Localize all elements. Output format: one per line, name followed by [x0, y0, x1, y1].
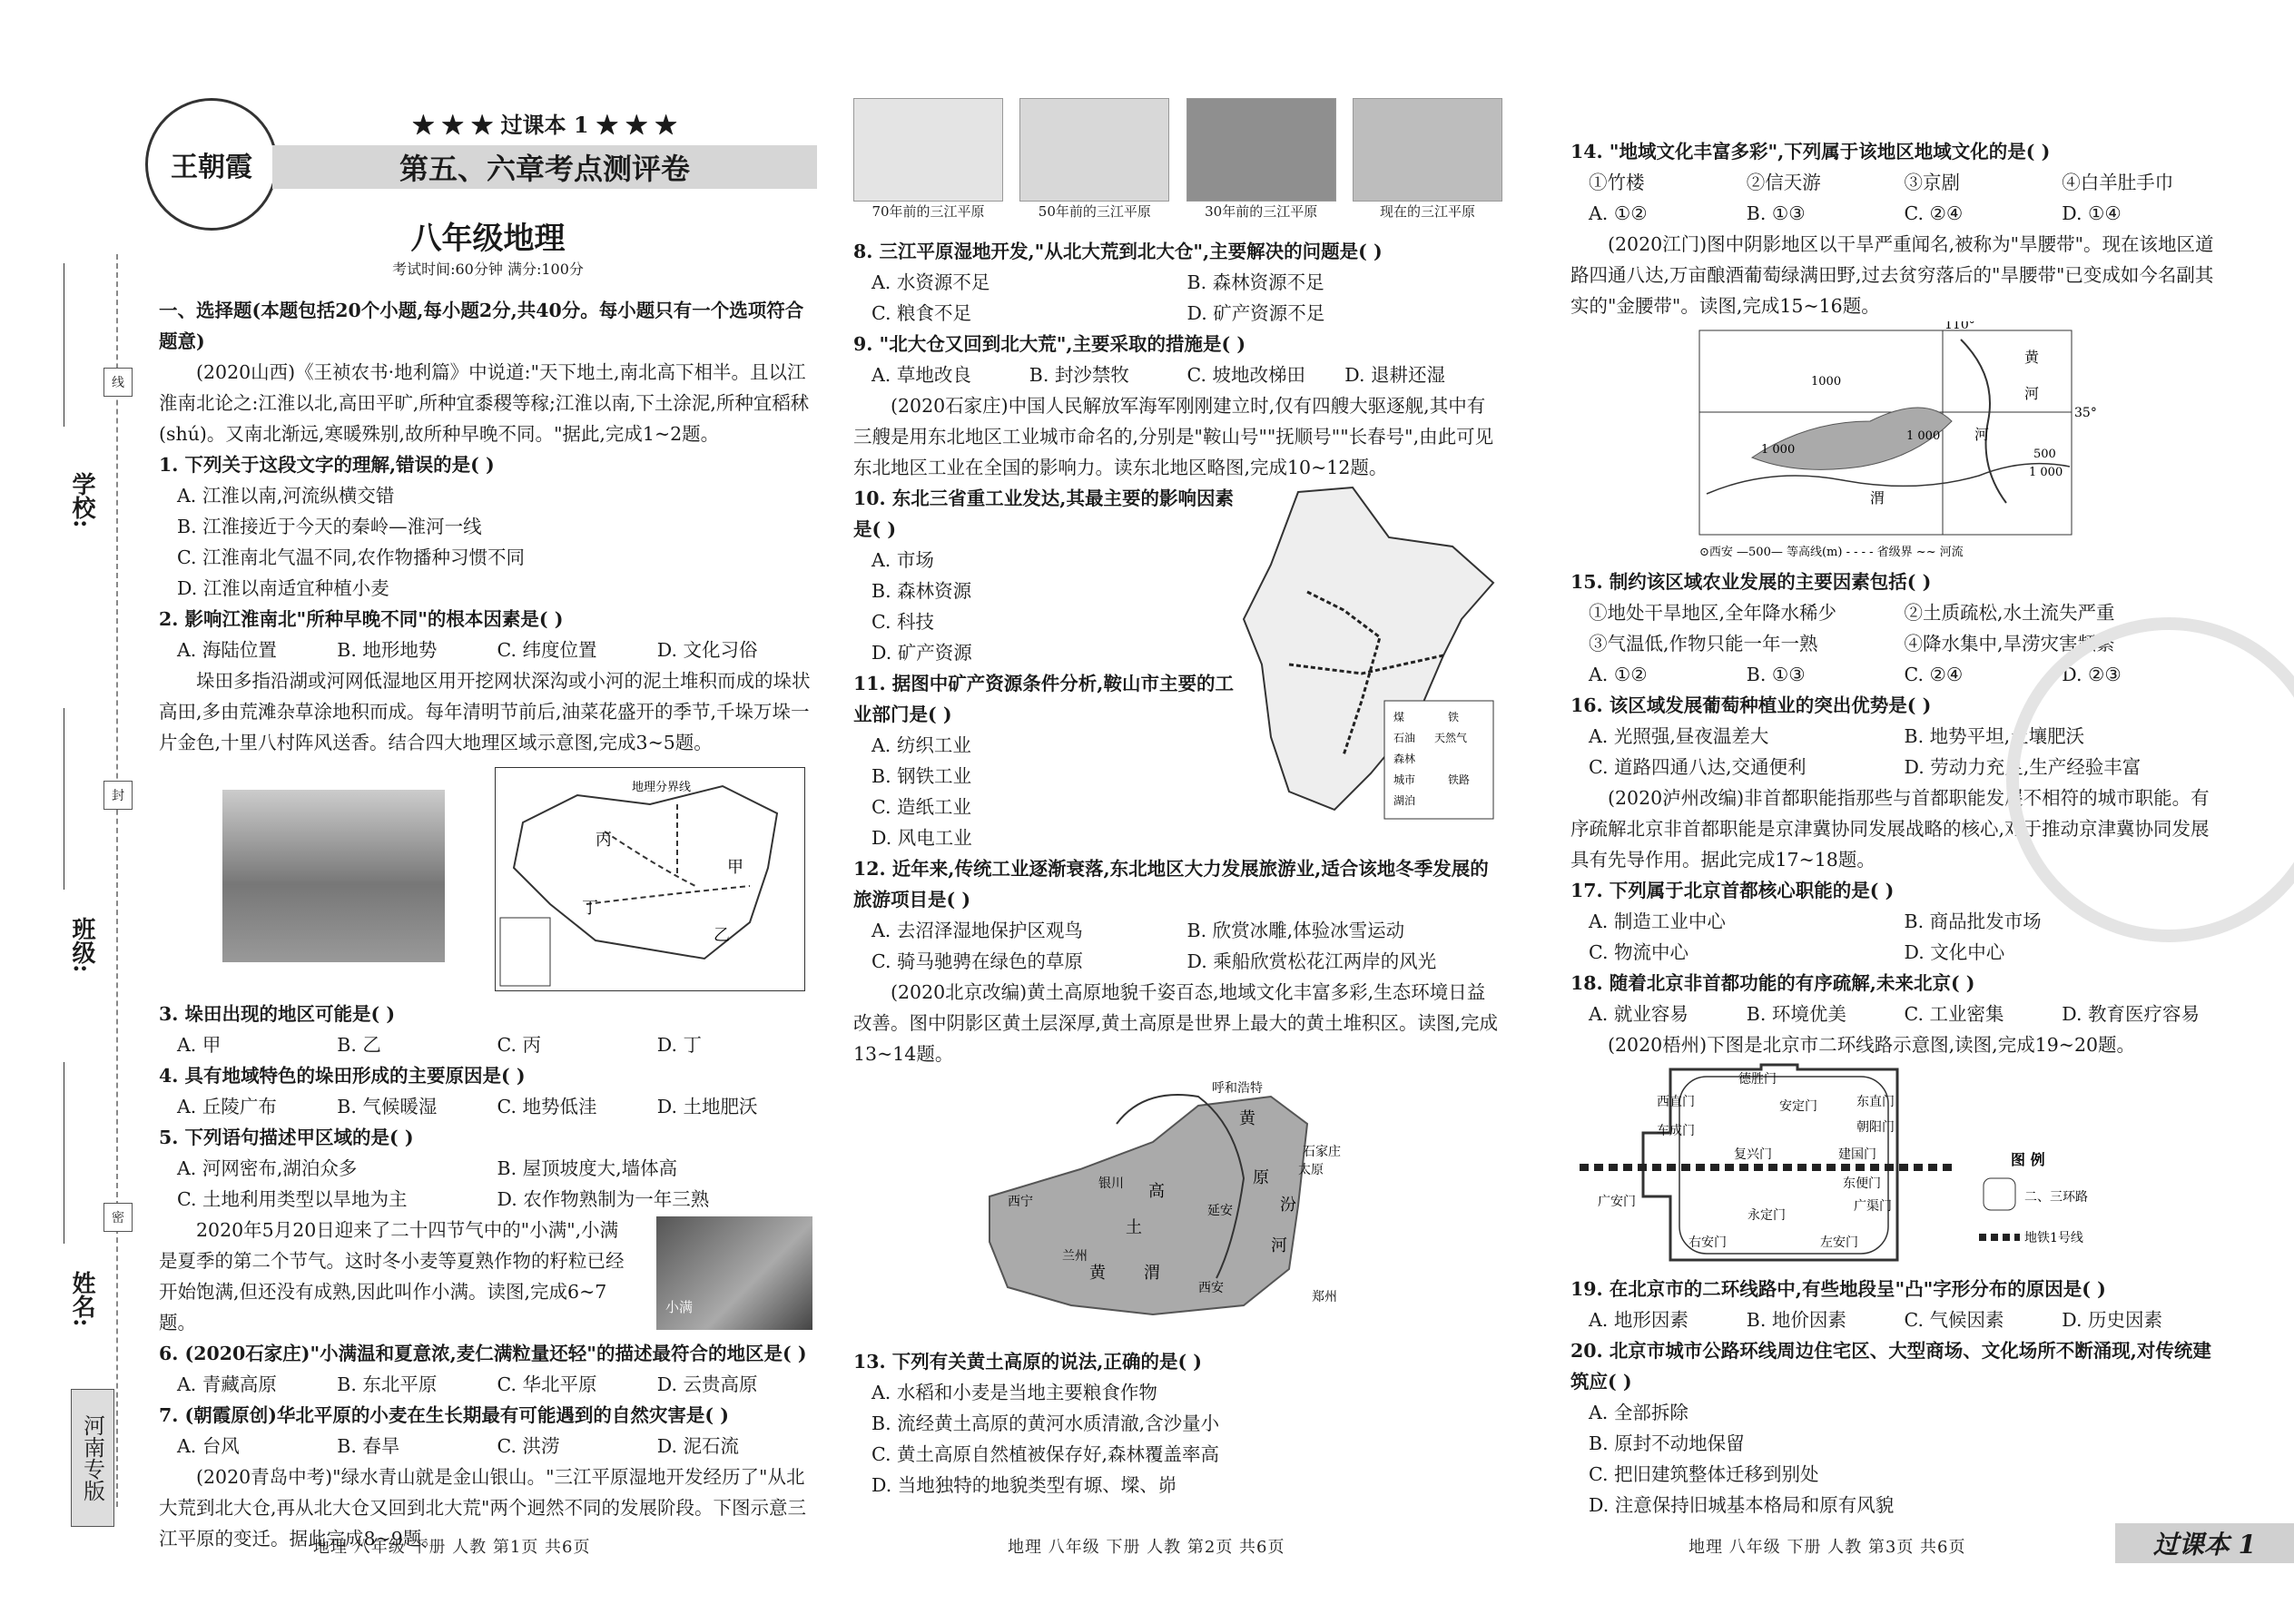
- option-15c[interactable]: C. ②④: [1904, 664, 1964, 685]
- class-label: 班级:: [68, 917, 95, 973]
- option-12d[interactable]: D. 乘船欣赏松花江两岸的风光: [1186, 950, 1437, 972]
- option-17a[interactable]: A. 制造工业中心: [1589, 910, 1726, 932]
- gate-guangqu: 广渠门: [1854, 1199, 1892, 1214]
- item-14-4: ④白羊肚手巾: [2062, 172, 2174, 193]
- legend-city: 城市: [1393, 773, 1416, 786]
- loess-map: [853, 1069, 1502, 1346]
- option-1a[interactable]: A. 江淮以南,河流纵横交错: [177, 485, 395, 507]
- option-18d[interactable]: D. 教育医疗容易: [2062, 1003, 2200, 1025]
- question-12: 12. 近年来,传统工业逐渐衰落,东北地区大力发展旅游业,适合该地冬季发展的旅游项目是( ): [853, 858, 1489, 910]
- contour-1000-c: 1 000: [2029, 466, 2063, 479]
- series-name: 过课本 1: [500, 112, 589, 138]
- options-3: [159, 1029, 817, 1060]
- question-6: 6. (2020石家庄)"小满温和夏意浓,麦仁满粒量还轻"的描述最符合的地区是( ): [159, 1343, 807, 1364]
- option-3a[interactable]: A. 甲: [177, 1034, 222, 1056]
- option-6b[interactable]: B. 东北平原: [337, 1373, 438, 1395]
- option-2a[interactable]: A. 海陆位置: [177, 639, 277, 661]
- beijing-ring-map: [1570, 1060, 2220, 1274]
- footer-page-2: 地理 八年级 下册 人教 第2页 共6页: [1008, 1538, 1285, 1557]
- label-xian: 西安: [1198, 1281, 1224, 1295]
- question-5: 5. 下列语句描述甲区域的是( ): [159, 1127, 414, 1148]
- passage-4: (2020青岛中考)"绿水青山就是金山银山。"三江平原湿地开发经历了"从北大荒到北大仓,再从北大仓又回到北大荒"两个迥然不同的发展阶段。下图示意三江平原的变迁。据此完成8~9题。: [159, 1466, 806, 1550]
- option-2d[interactable]: D. 文化习俗: [656, 639, 758, 661]
- option-19a[interactable]: A. 地形因素: [1589, 1309, 1689, 1331]
- option-3b[interactable]: B. 乙: [337, 1034, 381, 1056]
- binding-line: [116, 254, 118, 1507]
- option-19b[interactable]: B. 地价因素: [1746, 1309, 1846, 1331]
- question-7: 7. (朝霞原创)华北平原的小麦在生长期最有可能遇到的自然灾害是( ): [159, 1404, 729, 1426]
- option-11d[interactable]: D. 风电工业: [871, 827, 972, 849]
- contour-500: 500: [2033, 448, 2056, 461]
- school-label: 学校:: [68, 472, 95, 528]
- option-9c[interactable]: C. 坡地改梯田: [1186, 364, 1305, 386]
- question-2: 2. 影响江淮南北"所种早晚不同"的根本因素是( ): [159, 608, 564, 630]
- item-15-2: ②土质疏松,水土流失严重: [1904, 602, 2115, 624]
- items-14: [1570, 167, 2220, 198]
- seal-secret: 密: [103, 1203, 133, 1232]
- legend-title: 图 例: [2011, 1151, 2045, 1168]
- brand-tab: 过课本 1: [2115, 1523, 2294, 1563]
- option-8c[interactable]: C. 粮食不足: [871, 302, 971, 324]
- contour-he-1: 河: [2024, 385, 2040, 402]
- option-10c[interactable]: C. 科技: [871, 611, 934, 633]
- option-9b[interactable]: B. 封沙禁牧: [1029, 364, 1129, 386]
- gate-xizhi: 西直门: [1657, 1095, 1695, 1109]
- option-16c[interactable]: C. 道路四通八达,交通便利: [1589, 756, 1807, 778]
- item-14-1: ①竹楼: [1589, 172, 1645, 193]
- passage-3-block: [159, 1215, 817, 1338]
- option-11b[interactable]: B. 钢铁工业: [871, 765, 972, 787]
- options-10: [853, 545, 1235, 668]
- option-15b[interactable]: B. ①③: [1746, 664, 1806, 685]
- options-4: [159, 1091, 817, 1122]
- question-20: 20. 北京市城市公路环线周边住宅区、大型商场、文化场所不断涌现,对传统建筑应( ): [1570, 1340, 2211, 1393]
- option-16b[interactable]: B. 地势平坦,土壤肥沃: [1904, 725, 2085, 747]
- label-he-1: 河: [1271, 1236, 1287, 1255]
- label-shijiazhuang: 石家庄: [1303, 1145, 1341, 1159]
- region-yi: 乙: [714, 926, 730, 945]
- option-1d[interactable]: D. 江淮以南适宜种植小麦: [177, 577, 389, 599]
- options-1: [159, 480, 817, 604]
- label-fen: 汾: [1280, 1196, 1296, 1215]
- question-8: 8. 三江平原湿地开发,"从北大荒到北大仓",主要解决的问题是( ): [853, 241, 1383, 262]
- label-hohhot: 呼和浩特: [1212, 1081, 1263, 1096]
- option-17d[interactable]: D. 文化中心: [1904, 941, 2005, 963]
- sanjiang-panel-1: [853, 98, 1003, 236]
- legend-gas: 天然气: [1434, 732, 1468, 744]
- label-taiyuan: 太原: [1298, 1163, 1324, 1177]
- gate-guangan: 广安门: [1598, 1195, 1636, 1209]
- exam-info: 考试时间:60分钟 满分:100分: [392, 261, 584, 278]
- option-1b[interactable]: B. 江淮接近于今天的秦岭—淮河一线: [177, 516, 482, 537]
- option-20a[interactable]: A. 全部拆除: [1589, 1402, 1689, 1423]
- column-2: [853, 98, 1502, 1501]
- option-15d[interactable]: D. ②③: [2062, 664, 2122, 685]
- question-3: 3. 垛田出现的地区可能是( ): [159, 1003, 396, 1025]
- panel-image: [853, 98, 1003, 202]
- subject-title: 八年级地理: [410, 221, 566, 257]
- option-6d[interactable]: D. 云贵高原: [656, 1373, 758, 1395]
- options-11: [853, 730, 1235, 853]
- option-18a[interactable]: A. 就业容易: [1589, 1003, 1689, 1025]
- region-bing: 丙: [596, 831, 612, 850]
- contour-map: [1570, 321, 2220, 566]
- legend-iron: 铁: [1448, 711, 1460, 723]
- legend-rail: 铁路: [1448, 773, 1471, 786]
- option-8d[interactable]: D. 矿产资源不足: [1186, 302, 1325, 324]
- passage-2: 垛田多指沿湖或河网低湿地区用开挖网状深沟或小河的泥土堆积而成的垛状高田,多由荒滩杂草涂地积而成。每年清明节前后,油菜花盛开的季节,千垛万垛一片金色,十里八村阵风送香。结合四大地理区域示意图,完成3~5题。: [159, 670, 811, 753]
- contour-1000-a: 1 000: [1761, 443, 1796, 457]
- passage-8: (2020泸州改编)非首都职能指那些与首都职能发展不相符的城市职能。有序疏解北京非首都职能是京津冀协同发展战略的核心,对于推动京津冀协同发展具有先导作用。据此完成17~18题。: [1570, 787, 2210, 871]
- option-8b[interactable]: B. 森林资源不足: [1186, 271, 1324, 293]
- passage-9: (2020梧州)下图是北京市二环线路示意图,读图,完成19~20题。: [1608, 1034, 2136, 1056]
- panel-caption: 50年前的三江平原: [1038, 203, 1151, 220]
- label-lanzhou: 兰州: [1062, 1249, 1088, 1264]
- label-zhengzhou: 郑州: [1312, 1290, 1337, 1304]
- passage-7: (2020江门)图中阴影地区以干旱严重闻名,被称为"旱腰带"。现在该地区道路四通八达,万亩酿酒葡萄绿满田野,过去贫穷落后的"旱腰带"已变成如今名副其实的"金腰带"。读图,完成15~16题。: [1570, 233, 2214, 317]
- passage-3: 2020年5月20日迎来了二十四节气中的"小满",小满是夏季的第二个节气。这时冬小麦等夏熟作物的籽粒已经开始饱满,但还没有成熟,因此叫作小满。读图,完成6~7题。: [159, 1219, 625, 1334]
- gate-yongding: 永定门: [1748, 1208, 1786, 1223]
- sanjiang-panel-2: [1019, 98, 1169, 236]
- option-13a[interactable]: A. 水稻和小麦是当地主要粮食作物: [871, 1382, 1157, 1403]
- sanjiang-panel-4: [1353, 98, 1502, 236]
- legend-ring-road: 二、三环路: [2024, 1190, 2088, 1205]
- photo-label: 小满: [665, 1299, 694, 1315]
- china-regions-map: [495, 767, 805, 991]
- panel-caption: 现在的三江平原: [1379, 203, 1475, 220]
- region-ding: 丁: [582, 899, 598, 918]
- option-2c[interactable]: C. 纬度位置: [497, 639, 597, 661]
- option-5d[interactable]: D. 农作物熟制为一年三熟: [497, 1188, 710, 1210]
- option-14a[interactable]: A. ①②: [1589, 202, 1648, 224]
- edition-badge: 河南专版: [71, 1389, 114, 1527]
- legend-forest: 森林: [1393, 753, 1416, 765]
- gate-chengmen: 车成门: [1657, 1124, 1695, 1138]
- option-12b[interactable]: B. 欣赏冰雕,体验冰雪运动: [1186, 920, 1405, 941]
- option-19c[interactable]: C. 气候因素: [1904, 1309, 2004, 1331]
- option-11a[interactable]: A. 纺织工业: [871, 734, 971, 756]
- option-20d[interactable]: D. 注意保持旧城基本格局和原有风貌: [1589, 1494, 1895, 1516]
- option-16d[interactable]: D. 劳动力充足,生产经验丰富: [1904, 756, 2141, 778]
- contour-he-2: 河: [1974, 426, 1990, 443]
- logo-text: 王朝霞: [171, 152, 252, 183]
- option-5b[interactable]: B. 屋顶坡度大,墙体高: [497, 1157, 678, 1179]
- label-tu: 土: [1126, 1218, 1142, 1237]
- series-title: ★ ★ ★ 过课本 1 ★ ★ ★: [412, 112, 677, 138]
- label-yuan: 原: [1253, 1168, 1269, 1187]
- item-14-3: ③京剧: [1904, 172, 1960, 193]
- question-9: 9. "北大仓又回到北大荒",主要采取的措施是( ): [853, 333, 1246, 355]
- option-7a[interactable]: A. 台风: [177, 1435, 240, 1457]
- option-14b[interactable]: B. ①③: [1746, 202, 1806, 224]
- option-2b[interactable]: B. 地形地势: [337, 639, 438, 661]
- options-14: [1570, 198, 2220, 229]
- options-13: [853, 1377, 1502, 1501]
- label-huang-2: 黄: [1089, 1264, 1106, 1283]
- gate-zuoan: 左安门: [1820, 1235, 1858, 1250]
- option-17b[interactable]: B. 商品批发市场: [1904, 910, 2042, 932]
- contour-wei: 渭: [1870, 489, 1885, 507]
- question-16: 16. 该区域发展葡萄种植业的突出优势是( ): [1570, 694, 1932, 716]
- option-4c[interactable]: C. 地势低洼: [497, 1096, 597, 1117]
- seal-seal: 封: [103, 781, 133, 810]
- options-8: [853, 267, 1502, 329]
- question-4: 4. 具有地域特色的垛田形成的主要原因是( ): [159, 1065, 526, 1087]
- boundary-label: 地理分界线: [632, 781, 692, 794]
- label-gao: 高: [1148, 1182, 1165, 1201]
- gate-anding: 安定门: [1779, 1099, 1817, 1114]
- figure-row-1: [159, 758, 817, 999]
- duotian-photo: [222, 790, 445, 962]
- passage-5: (2020石家庄)中国人民解放军海军刚刚建立时,仅有四艘大驱逐舰,其中有三艘是用东北地区工业城市命名的,分别是"鞍山号""抚顺号""长春号",由此可见东北地区工业在全国的影响力。读东北地区略图,完成10~12题。: [853, 395, 1494, 478]
- option-4d[interactable]: D. 土地肥沃: [656, 1096, 758, 1117]
- gate-fuxing: 复兴门: [1734, 1147, 1772, 1162]
- ne-questions: [853, 483, 1235, 853]
- option-12a[interactable]: A. 去沼泽湿地保护区观鸟: [871, 920, 1083, 941]
- option-5c[interactable]: C. 土地利用类型以旱地为主: [177, 1188, 408, 1210]
- gate-chaoyang: 朝阳门: [1856, 1120, 1895, 1135]
- option-6c[interactable]: C. 华北平原: [497, 1373, 597, 1395]
- option-9a[interactable]: A. 草地改良: [871, 364, 971, 386]
- options-7: [159, 1431, 817, 1462]
- question-13: 13. 下列有关黄土高原的说法,正确的是( ): [853, 1351, 1202, 1373]
- question-18: 18. 随着北京非首都功能的有序疏解,未来北京( ): [1570, 972, 1975, 994]
- option-10a[interactable]: A. 市场: [871, 549, 934, 571]
- option-7b[interactable]: B. 春旱: [337, 1435, 400, 1457]
- option-1c[interactable]: C. 江淮南北气温不同,农作物播种习惯不同: [177, 546, 526, 568]
- options-19: [1570, 1304, 2220, 1335]
- question-19: 19. 在北京市的二环线路中,有些地段呈"凸"字形分布的原因是( ): [1570, 1278, 2106, 1300]
- option-10b[interactable]: B. 森林资源: [871, 580, 972, 602]
- passage-6: (2020北京改编)黄土高原地貌千姿百态,地域文化丰富多彩,生态环境日益改善。图中阴影区黄土层深厚,黄土高原是世界上最大的黄土堆积区。读图,完成13~14题。: [853, 981, 1499, 1065]
- option-18c[interactable]: C. 工业密集: [1904, 1003, 2004, 1025]
- option-17c[interactable]: C. 物流中心: [1589, 941, 1689, 963]
- panel-caption: 30年前的三江平原: [1205, 203, 1318, 220]
- label-yinchuan: 银川: [1098, 1176, 1124, 1191]
- legend-subway: 地铁1号线: [2024, 1231, 2083, 1245]
- contour-lat: 35°: [2074, 406, 2097, 420]
- option-13b[interactable]: B. 流经黄土高原的黄河水质清澈,含沙量小: [871, 1412, 1220, 1434]
- legend-lake: 湖泊: [1393, 794, 1416, 807]
- option-4b[interactable]: B. 气候暖湿: [337, 1096, 438, 1117]
- exam-title: 第五、六章考点测评卷: [272, 145, 817, 189]
- options-2: [159, 635, 817, 665]
- footer-page-3: 地理 八年级 下册 人教 第3页 共6页: [1689, 1538, 1966, 1557]
- option-11c[interactable]: C. 造纸工业: [871, 796, 971, 818]
- option-7d[interactable]: D. 泥石流: [656, 1435, 739, 1457]
- option-13d[interactable]: D. 当地独特的地貌类型有塬、墚、峁: [871, 1474, 1177, 1496]
- contour-huang: 黄: [2024, 349, 2040, 366]
- option-18b[interactable]: B. 环境优美: [1746, 1003, 1846, 1025]
- option-3d[interactable]: D. 丁: [656, 1034, 702, 1056]
- passage-1: (2020山西)《王祯农书·地利篇》中说道:"天下地土,南北高下相半。且以江淮南北论之:江淮以北,高田平旷,所种宜黍稷等稼;江淮以南,下土涂泥,所种宜稻秫(shú)。又南北渐远,寒暖殊别,故所种早晚不同。"据此,完成1~2题。: [159, 361, 810, 445]
- ne-block: [853, 483, 1502, 853]
- option-14c[interactable]: C. ②④: [1904, 202, 1964, 224]
- footer-page-1: 地理 八年级 下册 人教 第1页 共6页: [313, 1538, 591, 1557]
- sanjiang-panel-3: [1186, 98, 1336, 236]
- label-huang-1: 黄: [1239, 1109, 1255, 1128]
- item-14-2: ②信天游: [1746, 172, 1821, 193]
- contour-1000-d: 1000: [1811, 375, 1842, 389]
- legend-coal: 煤: [1393, 711, 1405, 723]
- sanjiang-figures: [853, 98, 1502, 236]
- option-9d[interactable]: D. 退耕还湿: [1344, 364, 1445, 386]
- question-17: 17. 下列属于北京首都核心职能的是( ): [1570, 880, 1895, 901]
- item-15-1: ①地处干旱地区,全年降水稀少: [1589, 602, 1837, 624]
- panel-image: [1186, 98, 1336, 202]
- option-14d[interactable]: D. ①④: [2062, 202, 2122, 224]
- option-5a[interactable]: A. 河网密布,湖泊众多: [177, 1157, 358, 1179]
- option-10d[interactable]: D. 矿产资源: [871, 642, 972, 664]
- xiaoman-photo: [656, 1216, 812, 1330]
- option-15a[interactable]: A. ①②: [1589, 664, 1648, 685]
- seal-line: 线: [103, 368, 133, 397]
- options-20: [1570, 1397, 2220, 1521]
- option-8a[interactable]: A. 水资源不足: [871, 271, 990, 293]
- option-3c[interactable]: C. 丙: [497, 1034, 541, 1056]
- options-6: [159, 1369, 817, 1400]
- option-12c[interactable]: C. 骑马驰骋在绿色的草原: [871, 950, 1083, 972]
- option-4a[interactable]: A. 丘陵广布: [177, 1096, 277, 1117]
- option-6a[interactable]: A. 青藏高原: [177, 1373, 277, 1395]
- options-9: [853, 359, 1502, 390]
- options-5: [159, 1153, 817, 1215]
- label-wei: 渭: [1144, 1264, 1160, 1283]
- gate-dongzhi: 东直门: [1856, 1095, 1895, 1109]
- contour-legend: ⊙西安 —500— 等高线(m) - - - - 省级界 ~~ 河流: [1699, 546, 1964, 559]
- option-16a[interactable]: A. 光照强,昼夜温差大: [1589, 725, 1769, 747]
- option-13c[interactable]: C. 黄土高原自然植被保存好,森林覆盖率高: [871, 1443, 1220, 1465]
- contour-1000-b: 1 000: [1906, 429, 1941, 443]
- option-20c[interactable]: C. 把旧建筑整体迁移到别处: [1589, 1463, 1819, 1485]
- gate-jianguo: 建国门: [1838, 1147, 1876, 1162]
- column-1: [159, 295, 817, 1554]
- panel-image: [1019, 98, 1169, 202]
- panel-image: [1353, 98, 1502, 202]
- gate-youan: 右安门: [1689, 1235, 1727, 1250]
- option-7c[interactable]: C. 洪涝: [497, 1435, 560, 1457]
- options-12: [853, 915, 1502, 977]
- northeast-map: [1235, 483, 1502, 828]
- question-10: 10. 东北三省重工业发达,其最主要的影响因素是( ): [853, 487, 1234, 540]
- option-20b[interactable]: B. 原封不动地保留: [1589, 1432, 1745, 1454]
- question-11: 11. 据图中矿产资源条件分析,鞍山市主要的工业部门是( ): [853, 673, 1234, 725]
- item-15-4: ④降水集中,旱涝灾害频繁: [1904, 633, 2115, 655]
- options-18: [1570, 999, 2220, 1029]
- contour-lon: 110°: [1944, 321, 1975, 332]
- gate-dongbian: 东便门: [1843, 1176, 1881, 1191]
- question-1: 1. 下列关于这段文字的理解,错误的是( ): [159, 454, 495, 476]
- region-jia: 甲: [727, 858, 743, 877]
- logo-seal: [145, 98, 278, 231]
- legend-oil: 石油: [1393, 732, 1416, 744]
- option-19d[interactable]: D. 历史因素: [2062, 1309, 2162, 1331]
- item-15-3: ③气温低,作物只能一年一熟: [1589, 633, 1818, 655]
- name-label: 姓名:: [68, 1271, 95, 1327]
- label-xining: 西宁: [1008, 1195, 1033, 1209]
- question-15: 15. 制约该区域农业发展的主要因素包括( ): [1570, 571, 1932, 593]
- gate-desheng: 德胜门: [1738, 1072, 1777, 1087]
- label-yanan: 延安: [1207, 1204, 1233, 1218]
- panel-caption: 70年前的三江平原: [871, 203, 985, 220]
- section-heading: 一、选择题(本题包括20个小题,每小题2分,共40分。每小题只有一个选项符合题意): [159, 300, 804, 352]
- question-14: 14. "地域文化丰富多彩",下列属于该地区地域文化的是( ): [1570, 141, 2051, 162]
